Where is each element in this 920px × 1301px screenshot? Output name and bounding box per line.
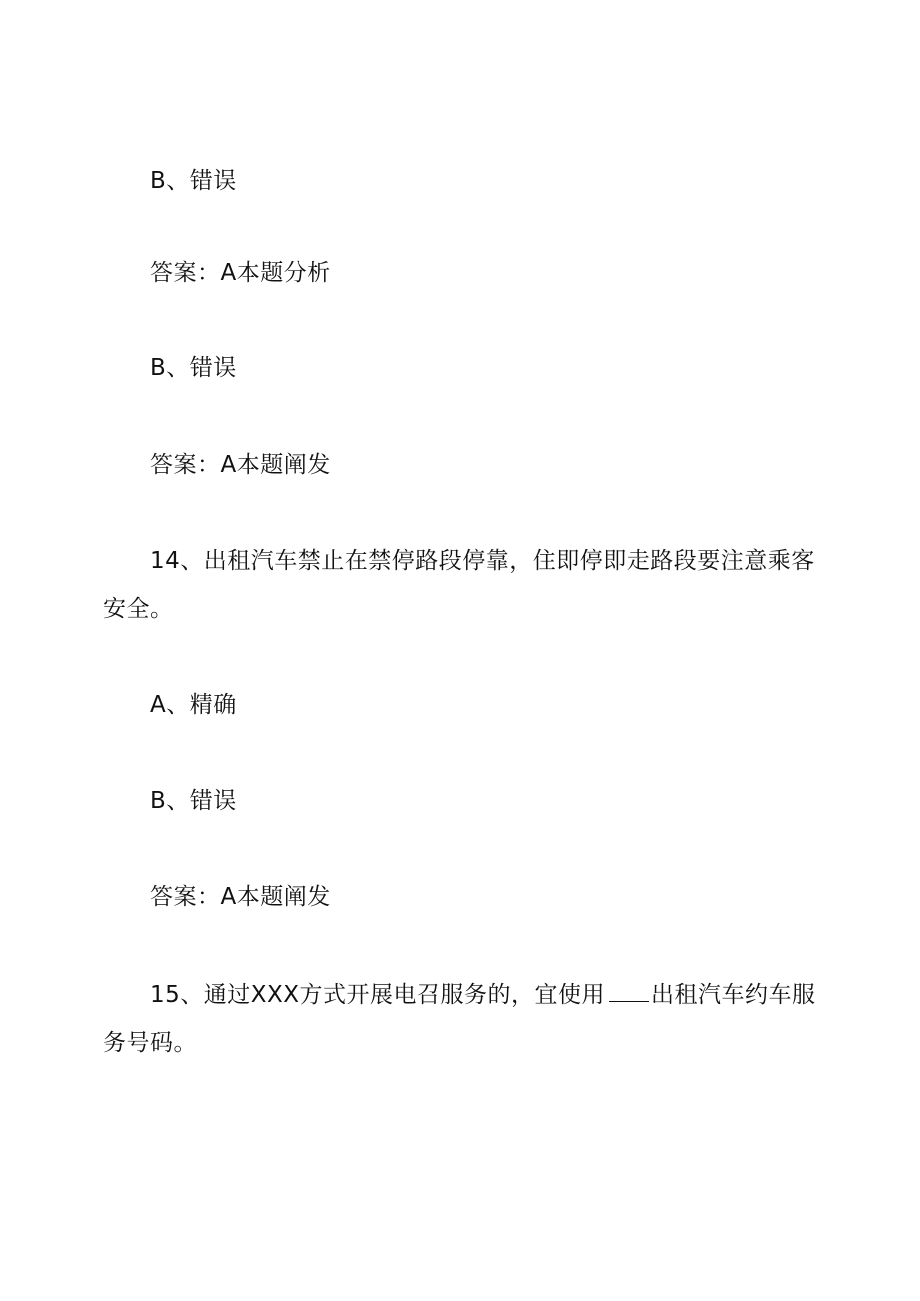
option-a-line: A、精确 — [150, 692, 237, 718]
option-b-line: B、错误 — [150, 355, 237, 381]
answer-line: 答案：A本题阐发 — [150, 884, 331, 910]
option-b-line: B、错误 — [150, 168, 237, 194]
question-15-text-before-blank: 15、通过XXX方式开展电召服务的，宜使用 — [150, 982, 606, 1008]
question-14-line-1: 14、出租汽车禁止在禁停路段停靠，住即停即走路段要注意乘客 — [150, 548, 815, 574]
answer-line: 答案：A本题分析 — [150, 260, 331, 286]
fill-in-blank — [609, 983, 649, 1002]
option-b-line: B、错误 — [150, 788, 237, 814]
question-15-text-after-blank: 出租汽车约车服 — [651, 982, 816, 1008]
question-14-line-2: 安全。 — [103, 596, 174, 622]
question-15-line-2: 务号码。 — [103, 1030, 197, 1056]
question-15-line-1 — [150, 980, 816, 1010]
answer-line: 答案：A本题阐发 — [150, 452, 331, 478]
